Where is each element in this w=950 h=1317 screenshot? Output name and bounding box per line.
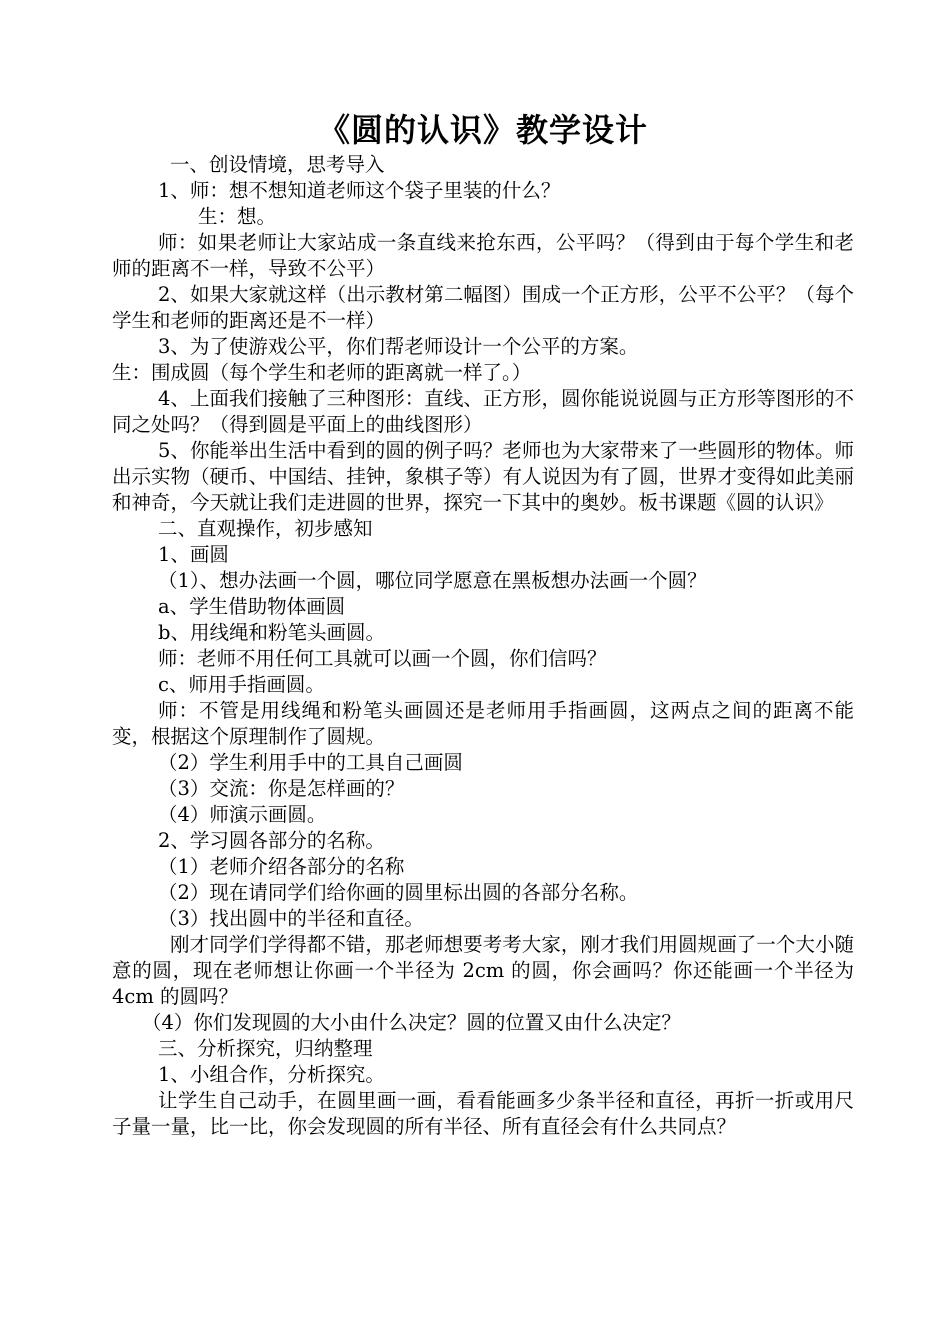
paragraph: 生：围成圆（每个学生和老师的距离就一样了。）	[112, 361, 532, 384]
section-heading-2: 二、直观操作，初步感知	[158, 517, 373, 540]
paragraph: （1）老师介绍各部分的名称	[158, 855, 405, 878]
section-heading-3: 三、分析探究，归纳整理	[158, 1037, 373, 1060]
paragraph: 2、如果大家就这样（出示教材第二幅图）围成一个正方形，公平不公平？（每个学生和老师的距离还是不一样）	[112, 283, 854, 332]
paragraph: （2）现在请同学们给你画的圆里标出圆的各部分名称。	[158, 881, 639, 904]
paragraph: （1）、想办法画一个圆，哪位同学愿意在黑板想办法画一个圆？	[158, 569, 707, 592]
paragraph: 2、学习圆各部分的名称。	[158, 829, 385, 852]
paragraph: c、师用手指画圆。	[158, 673, 325, 696]
paragraph: （4）师演示画圆。	[158, 803, 327, 826]
paragraph: （3）交流：你是怎样画的？	[158, 777, 405, 800]
paragraph: 刚才同学们学得都不错，那老师想要考考大家，刚才我们用圆规画了一个大小随意的圆，现在老师想让你画一个半径为 2cm 的圆，你会画吗？你还能画一个半径为 4cm 的圆吗？	[112, 933, 854, 1008]
paragraph: 3、为了使游戏公平，你们帮老师设计一个公平的方案。	[158, 335, 639, 358]
paragraph: 师：如果老师让大家站成一条直线来抢东西，公平吗？（得到由于每个学生和老师的距离不一样，导致不公平）	[112, 231, 854, 280]
paragraph: 1、画圆	[158, 543, 229, 566]
paragraph: （2）学生利用手中的工具自己画圆	[158, 751, 463, 774]
section-heading-1: 一、创设情境，思考导入	[170, 153, 385, 176]
paragraph: 生：想。	[198, 205, 277, 228]
paragraph: 让学生自己动手，在圆里画一画，看看能画多少条半径和直径，再折一折或用尺子量一量，比一比，你会发现圆的所有半径、所有直径会有什么共同点？	[112, 1089, 854, 1138]
document-title: 《圆的认识》教学设计	[317, 111, 648, 149]
paragraph: a、学生借助物体画圆	[158, 595, 346, 618]
paragraph: （4）你们发现圆的大小由什么决定？圆的位置又由什么决定？	[142, 1011, 681, 1034]
paragraph: b、用线绳和粉笔头画圆。	[158, 621, 385, 644]
paragraph: 1、小组合作，分析探究。	[158, 1063, 385, 1086]
document-page	[112, 110, 854, 1140]
paragraph: 5、你能举出生活中看到的圆的例子吗？老师也为大家带来了一些圆形的物体。师出示实物（硬币、中国结、挂钟，象棋子等）有人说因为有了圆，世界才变得如此美丽和神奇，今天就让我们走进圆的世界，探究一下其中的奥妙。板书课题《圆的认识》	[112, 439, 854, 514]
paragraph: 1、师：想不想知道老师这个袋子里装的什么？	[158, 179, 561, 202]
paragraph: 4、上面我们接触了三种图形：直线、正方形，圆你能说说圆与正方形等图形的不同之处吗？（得到圆是平面上的曲线图形）	[112, 387, 854, 436]
paragraph: （3）找出圆中的半径和直径。	[158, 907, 424, 930]
paragraph: 师：老师不用任何工具就可以画一个圆，你们信吗？	[158, 647, 607, 670]
paragraph: 师：不管是用线绳和粉笔头画圆还是老师用手指画圆，这两点之间的距离不能变，根据这个原理制作了圆规。	[112, 699, 854, 748]
